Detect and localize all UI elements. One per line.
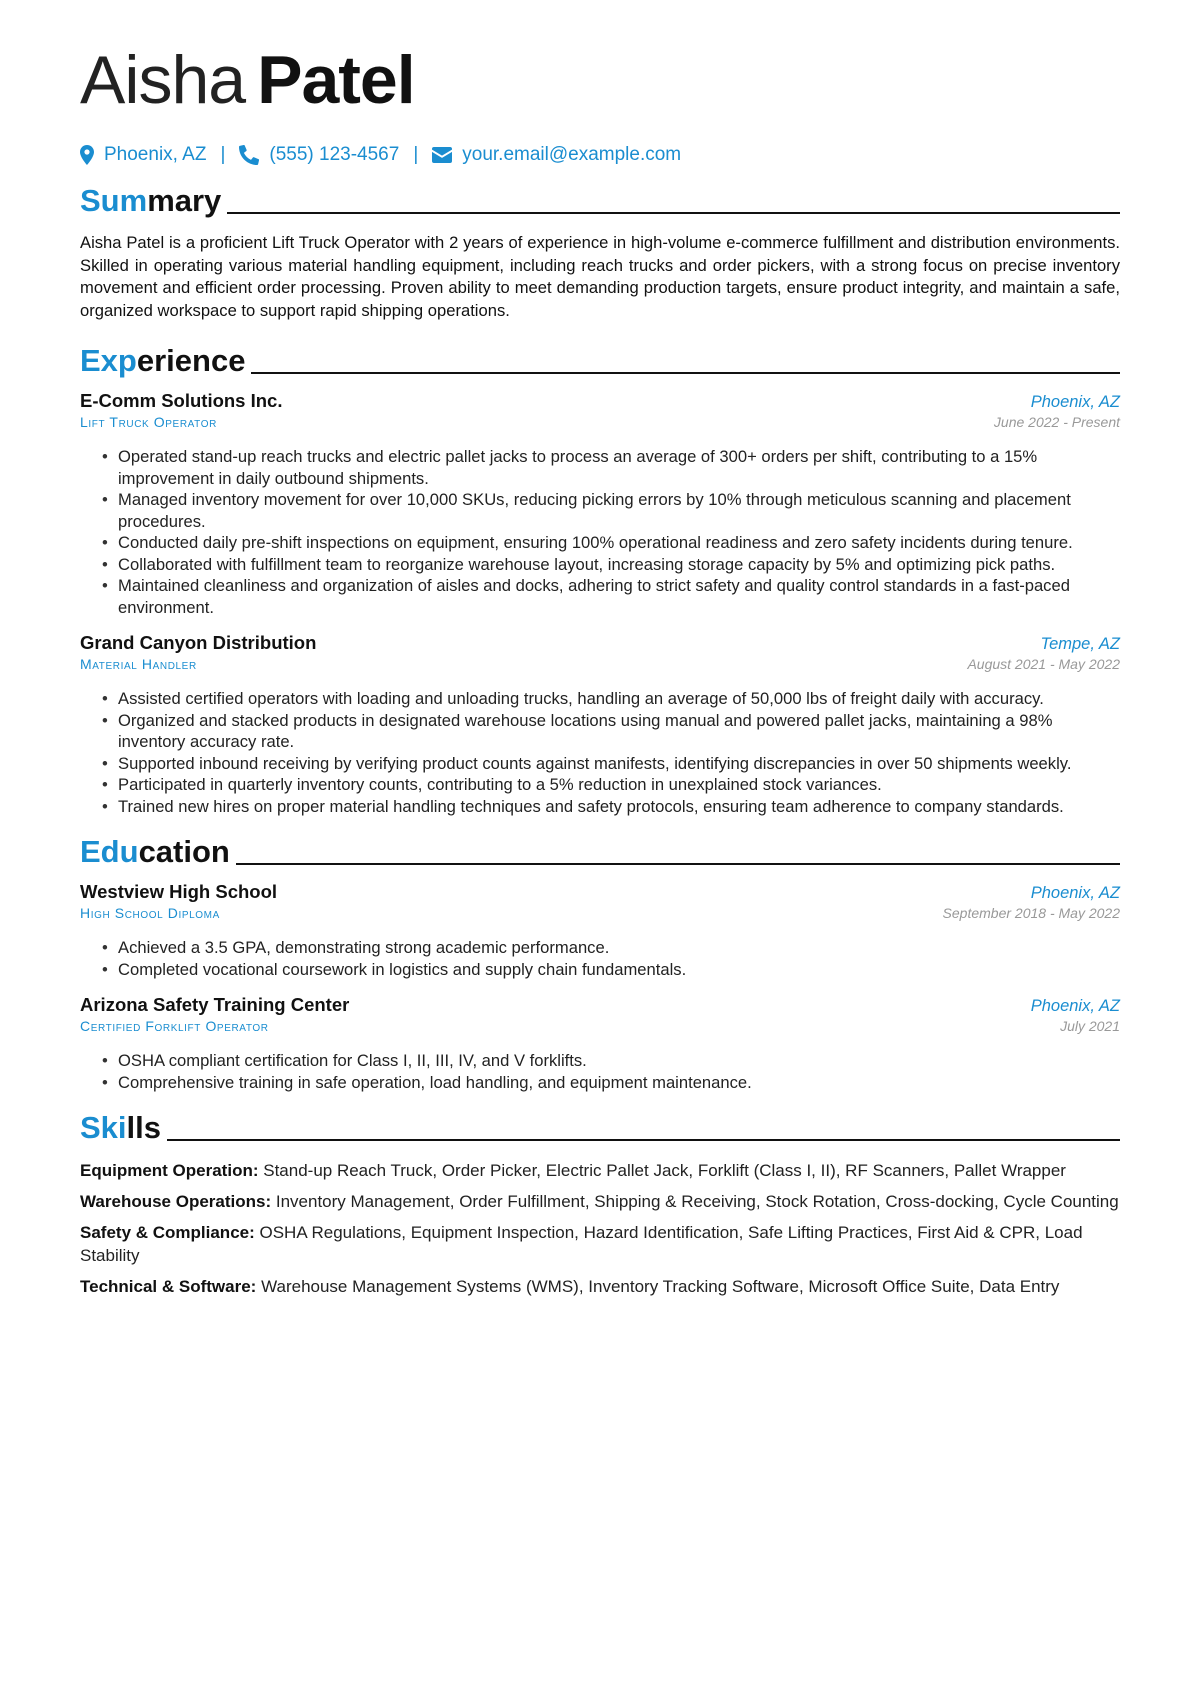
skill-values: Stand-up Reach Truck, Order Picker, Electric Pallet Jack, Forklift (Class I, II), RF Scanners, Pallet Wrapper (263, 1161, 1066, 1181)
section-heading-skills (80, 1107, 1120, 1145)
email-link[interactable]: your.email@example.com (462, 144, 682, 165)
section-rule (167, 1139, 1120, 1141)
skill-row (80, 1190, 1120, 1213)
section-title: Skills (80, 1110, 161, 1146)
entry-dates: June 2022 - Present (993, 414, 1120, 431)
bullet-item: • Collaborated with fulfillment team to reorganize warehouse layout, increasing storage capacity by 5% and optimizing pick paths. (102, 554, 1120, 576)
bullet-list (102, 446, 1120, 618)
education-entry (80, 994, 1120, 1093)
experience-entry (80, 390, 1120, 618)
envelope-icon (432, 147, 452, 163)
section-title: Summary (80, 183, 222, 218)
bullet-item: • Comprehensive training in safe operation, load handling, and equipment maintenance. (102, 1072, 1120, 1094)
degree-title: High School Diploma (80, 905, 220, 922)
section-rule (251, 372, 1120, 374)
contact-separator: | (413, 144, 419, 165)
skill-row (80, 1275, 1120, 1298)
location-text: Phoenix, AZ (104, 144, 207, 165)
summary-text: Aisha Patel is a proficient Lift Truck Operator with 2 years of experience in high-volume e-commerce fulfillment and distribution environments. Skilled in operating various material handling equipment, including reach trucks and order pickers, with a strong focus on precise inventory movement and efficient order processing. Proven ability to meet demanding production targets, ensure product integrity, and maintain a safe, organized workspace to support rapid shipping operations. (80, 233, 1120, 320)
entry-dates: September 2018 - May 2022 (942, 905, 1120, 922)
skill-values: Warehouse Management Systems (WMS), Inventory Tracking Software, Microsoft Office Suite, Data Entry (261, 1277, 1060, 1297)
resume-page (80, 40, 1120, 1298)
phone-icon (239, 145, 259, 165)
section-title: Education (80, 834, 230, 870)
section-title: Experience (80, 343, 246, 379)
first-name: Aisha (80, 42, 246, 118)
bullet-item: • Managed inventory movement for over 10,000 SKUs, reducing picking errors by 10% through meticulous scanning and placement procedures. (102, 489, 1120, 532)
bullet-item: • Conducted daily pre-shift inspections on equipment, ensuring 100% operational readiness and zero safety incidents during tenure. (102, 532, 1120, 554)
entry-location: Tempe, AZ (1040, 635, 1120, 654)
last-name: Patel (257, 42, 415, 118)
bullet-list (102, 1050, 1120, 1093)
bullet-list (102, 688, 1120, 817)
bullet-item: • Maintained cleanliness and organization of aisles and docks, adhering to strict safety and quality control standards in a fast-paced environment. (102, 575, 1120, 618)
bullet-item: • Supported inbound receiving by verifying product counts against manifests, identifying discrepancies in over 50 shipments weekly. (102, 753, 1120, 775)
skill-category: Warehouse Operations: (80, 1192, 272, 1212)
entry-dates: July 2021 (1060, 1018, 1120, 1035)
contact-phone[interactable] (239, 144, 399, 166)
section-heading-education (80, 831, 1120, 869)
school-name: Arizona Safety Training Center (80, 994, 350, 1016)
bullet-item: • OSHA compliant certification for Class I, II, III, IV, and V forklifts. (102, 1050, 1120, 1072)
education-entry (80, 881, 1120, 980)
employer-name: E-Comm Solutions Inc. (80, 390, 283, 412)
contact-line (80, 142, 1120, 168)
degree-title: Certified Forklift Operator (80, 1018, 269, 1035)
contact-separator: | (220, 144, 226, 165)
map-pin-icon (80, 145, 94, 165)
bullet-item: • Assisted certified operators with loading and unloading trucks, handling an average of 50,000 lbs of freight daily with accuracy. (102, 688, 1120, 710)
skill-values: OSHA Regulations, Equipment Inspection, Hazard Identification, Safe Lifting Practices, First Aid & CPR, Load Stability (80, 1223, 1083, 1266)
section-rule (236, 863, 1120, 865)
entry-location: Phoenix, AZ (1030, 997, 1120, 1016)
skill-category: Safety & Compliance: (80, 1223, 255, 1243)
entry-dates: August 2021 - May 2022 (967, 656, 1120, 673)
job-title: Lift Truck Operator (80, 414, 217, 431)
bullet-item: • Completed vocational coursework in logistics and supply chain fundamentals. (102, 959, 1120, 981)
skill-row (80, 1221, 1120, 1267)
skill-category: Equipment Operation: (80, 1161, 259, 1181)
entry-location: Phoenix, AZ (1030, 884, 1120, 903)
bullet-item: • Organized and stacked products in designated warehouse locations using manual and powered pallet jacks, maintaining a 98% inventory accuracy rate. (102, 710, 1120, 753)
contact-location (80, 144, 206, 166)
bullet-item: • Participated in quarterly inventory counts, contributing to a 5% reduction in unexplained stock variances. (102, 774, 1120, 796)
section-heading-summary (80, 180, 1120, 218)
skills-list (80, 1159, 1120, 1298)
contact-email[interactable] (432, 144, 681, 166)
skill-category: Technical & Software: (80, 1277, 257, 1297)
employer-name: Grand Canyon Distribution (80, 632, 317, 654)
skill-values: Inventory Management, Order Fulfillment, Shipping & Receiving, Stock Rotation, Cross-docking, Cycle Counting (275, 1192, 1119, 1212)
bullet-list (102, 937, 1120, 980)
bullet-item: • Trained new hires on proper material handling techniques and safety protocols, ensuring team adherence to company standards. (102, 796, 1120, 818)
phone-text[interactable]: (555) 123-4567 (269, 144, 400, 165)
section-heading-experience (80, 340, 1120, 378)
bullet-item: • Achieved a 3.5 GPA, demonstrating strong academic performance. (102, 937, 1120, 959)
bullet-item: • Operated stand-up reach trucks and electric pallet jacks to process an average of 300+ orders per shift, contributing to a 15% improvement in daily outbound shipments. (102, 446, 1120, 489)
school-name: Westview High School (80, 881, 278, 903)
section-rule (227, 212, 1120, 214)
candidate-name (80, 40, 1120, 120)
experience-entry (80, 632, 1120, 817)
entry-location: Phoenix, AZ (1030, 393, 1120, 412)
skill-row (80, 1159, 1120, 1182)
job-title: Material Handler (80, 656, 197, 673)
